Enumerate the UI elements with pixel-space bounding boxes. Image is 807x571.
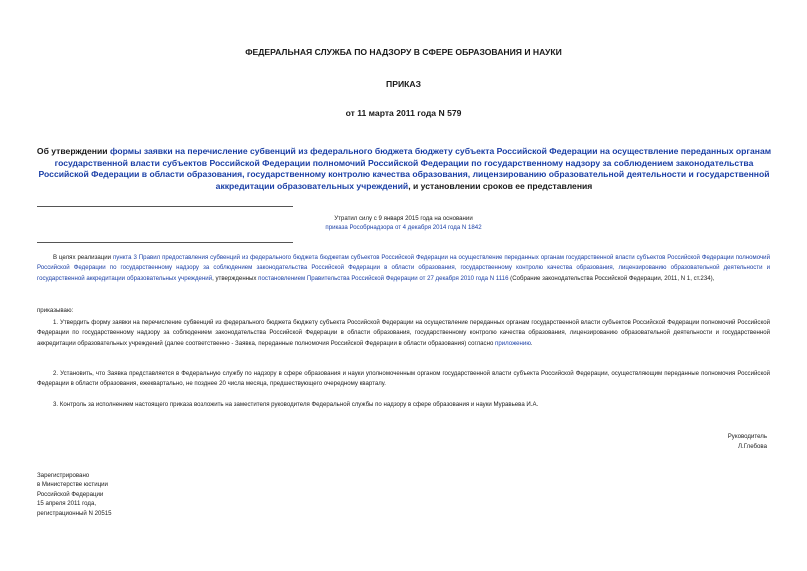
government-decree-link[interactable]: постановлением Правительства Российской Федерации от 27 декабря 2010 года N 1116 [258, 274, 509, 282]
registration-line-1: Зарегистрировано [37, 472, 90, 479]
issuing-authority: ФЕДЕРАЛЬНАЯ СЛУЖБА ПО НАДЗОРУ В СФЕРЕ ОБРАЗОВАНИЯ И НАУКИ [245, 47, 562, 57]
registration-line-3: Российской Федерации [37, 490, 104, 498]
rules-item-3-link[interactable]: пункта 3 Правил предоставления субвенций из федерального бюджета бюджетам субъектов Российской Федерации на осуществление переданных органам государственной власти субъектов Российской Федерации полномочий Российской Федерации по государственному надзору за соблюдением законодательства Российской Федерации в области образования, государственному контролю качества образования, лицензированию образовательной деятельности и государственной аккредитации образовательных учреждений [37, 254, 770, 282]
item-1-end: . [530, 339, 533, 347]
registration-line-2: в Министерстве юстиции [37, 481, 108, 489]
preamble-text-1: В целях реализации [53, 254, 113, 261]
order-word: приказываю: [37, 307, 74, 314]
appendix-link[interactable]: приложению [495, 339, 531, 347]
order-item-2: 2. Установить, что Заявка представляется в Федеральную службу по надзору в сфере образования и науки уполномоченным органом государственной власти субъекта Российской Федерации, осуществляющим переданные полномочия Российской Федерации в области образования, ежеквартально, не позднее 20 числа месяца, предшествующего очередному кварталу. [37, 370, 770, 388]
title-suffix: , и установлении сроков ее представления [408, 180, 593, 191]
preamble [37, 253, 770, 284]
registration-block [37, 471, 112, 518]
document-title [34, 146, 774, 192]
order-item-3: 3. Контроль за исполнением настоящего приказа возложить на заместителя руководителя Федеральной службы по надзору в сфере образования и науки Муравьева И.А. [53, 401, 539, 408]
item-1-text: 1. Утвердить форму заявки на перечисление субвенций из федерального бюджета бюджету субъекта Российской Федерации на осуществление переданных органам государственной власти субъектов Российской Федерации полномочий Российской Федерации по государственному надзору за соблюдением законодательства Российской Федерации в области образования, государственному контролю качества образования, лицензированию образовательной деятельности и государственной аккредитации образовательных учреждений (далее соответственно - Заявка, переданные полномочия Российской Федерации в области образования) согласно [37, 319, 770, 347]
divider-top [37, 206, 293, 207]
preamble-text-3: (Собрание законодательства Российской Федерации, 2011, N 1, ст.234), [508, 274, 715, 282]
title-prefix: Об утверждении [36, 146, 110, 156]
signature-block [728, 432, 767, 452]
annulment-note [0, 214, 807, 232]
order-item-1 [37, 318, 770, 349]
annulment-text: Утратил силу с 9 января 2015 года на основании [334, 215, 473, 222]
annulment-order-link[interactable]: приказа Рособрнадзора от 4 декабря 2014 года N 1842 [325, 224, 482, 231]
registration-line-4: 15 апреля 2011 года, [37, 500, 97, 508]
signatory-role: Руководитель [727, 433, 767, 440]
document-type: ПРИКАЗ [386, 79, 421, 89]
title-form-link[interactable]: формы заявки на перечисление субвенций из федерального бюджета бюджету субъекта Российской Федерации на осуществление переданных органам государственной власти субъектов Российской Федерации полномочий Российской Федерации по государственному надзору за соблюдением законодательства Российской Федерации в области образования, государственному контролю качества образования, лицензированию образовательной деятельности и государственной аккредитации образовательных учреждений [38, 146, 772, 191]
registration-line-5: регистрационный N 20515 [37, 509, 112, 517]
preamble-text-2: , утвержденных [212, 274, 259, 282]
divider-bottom [37, 242, 293, 243]
document-date: от 11 марта 2011 года N 579 [345, 108, 462, 118]
signatory-name: Л.Глебова [738, 443, 767, 450]
